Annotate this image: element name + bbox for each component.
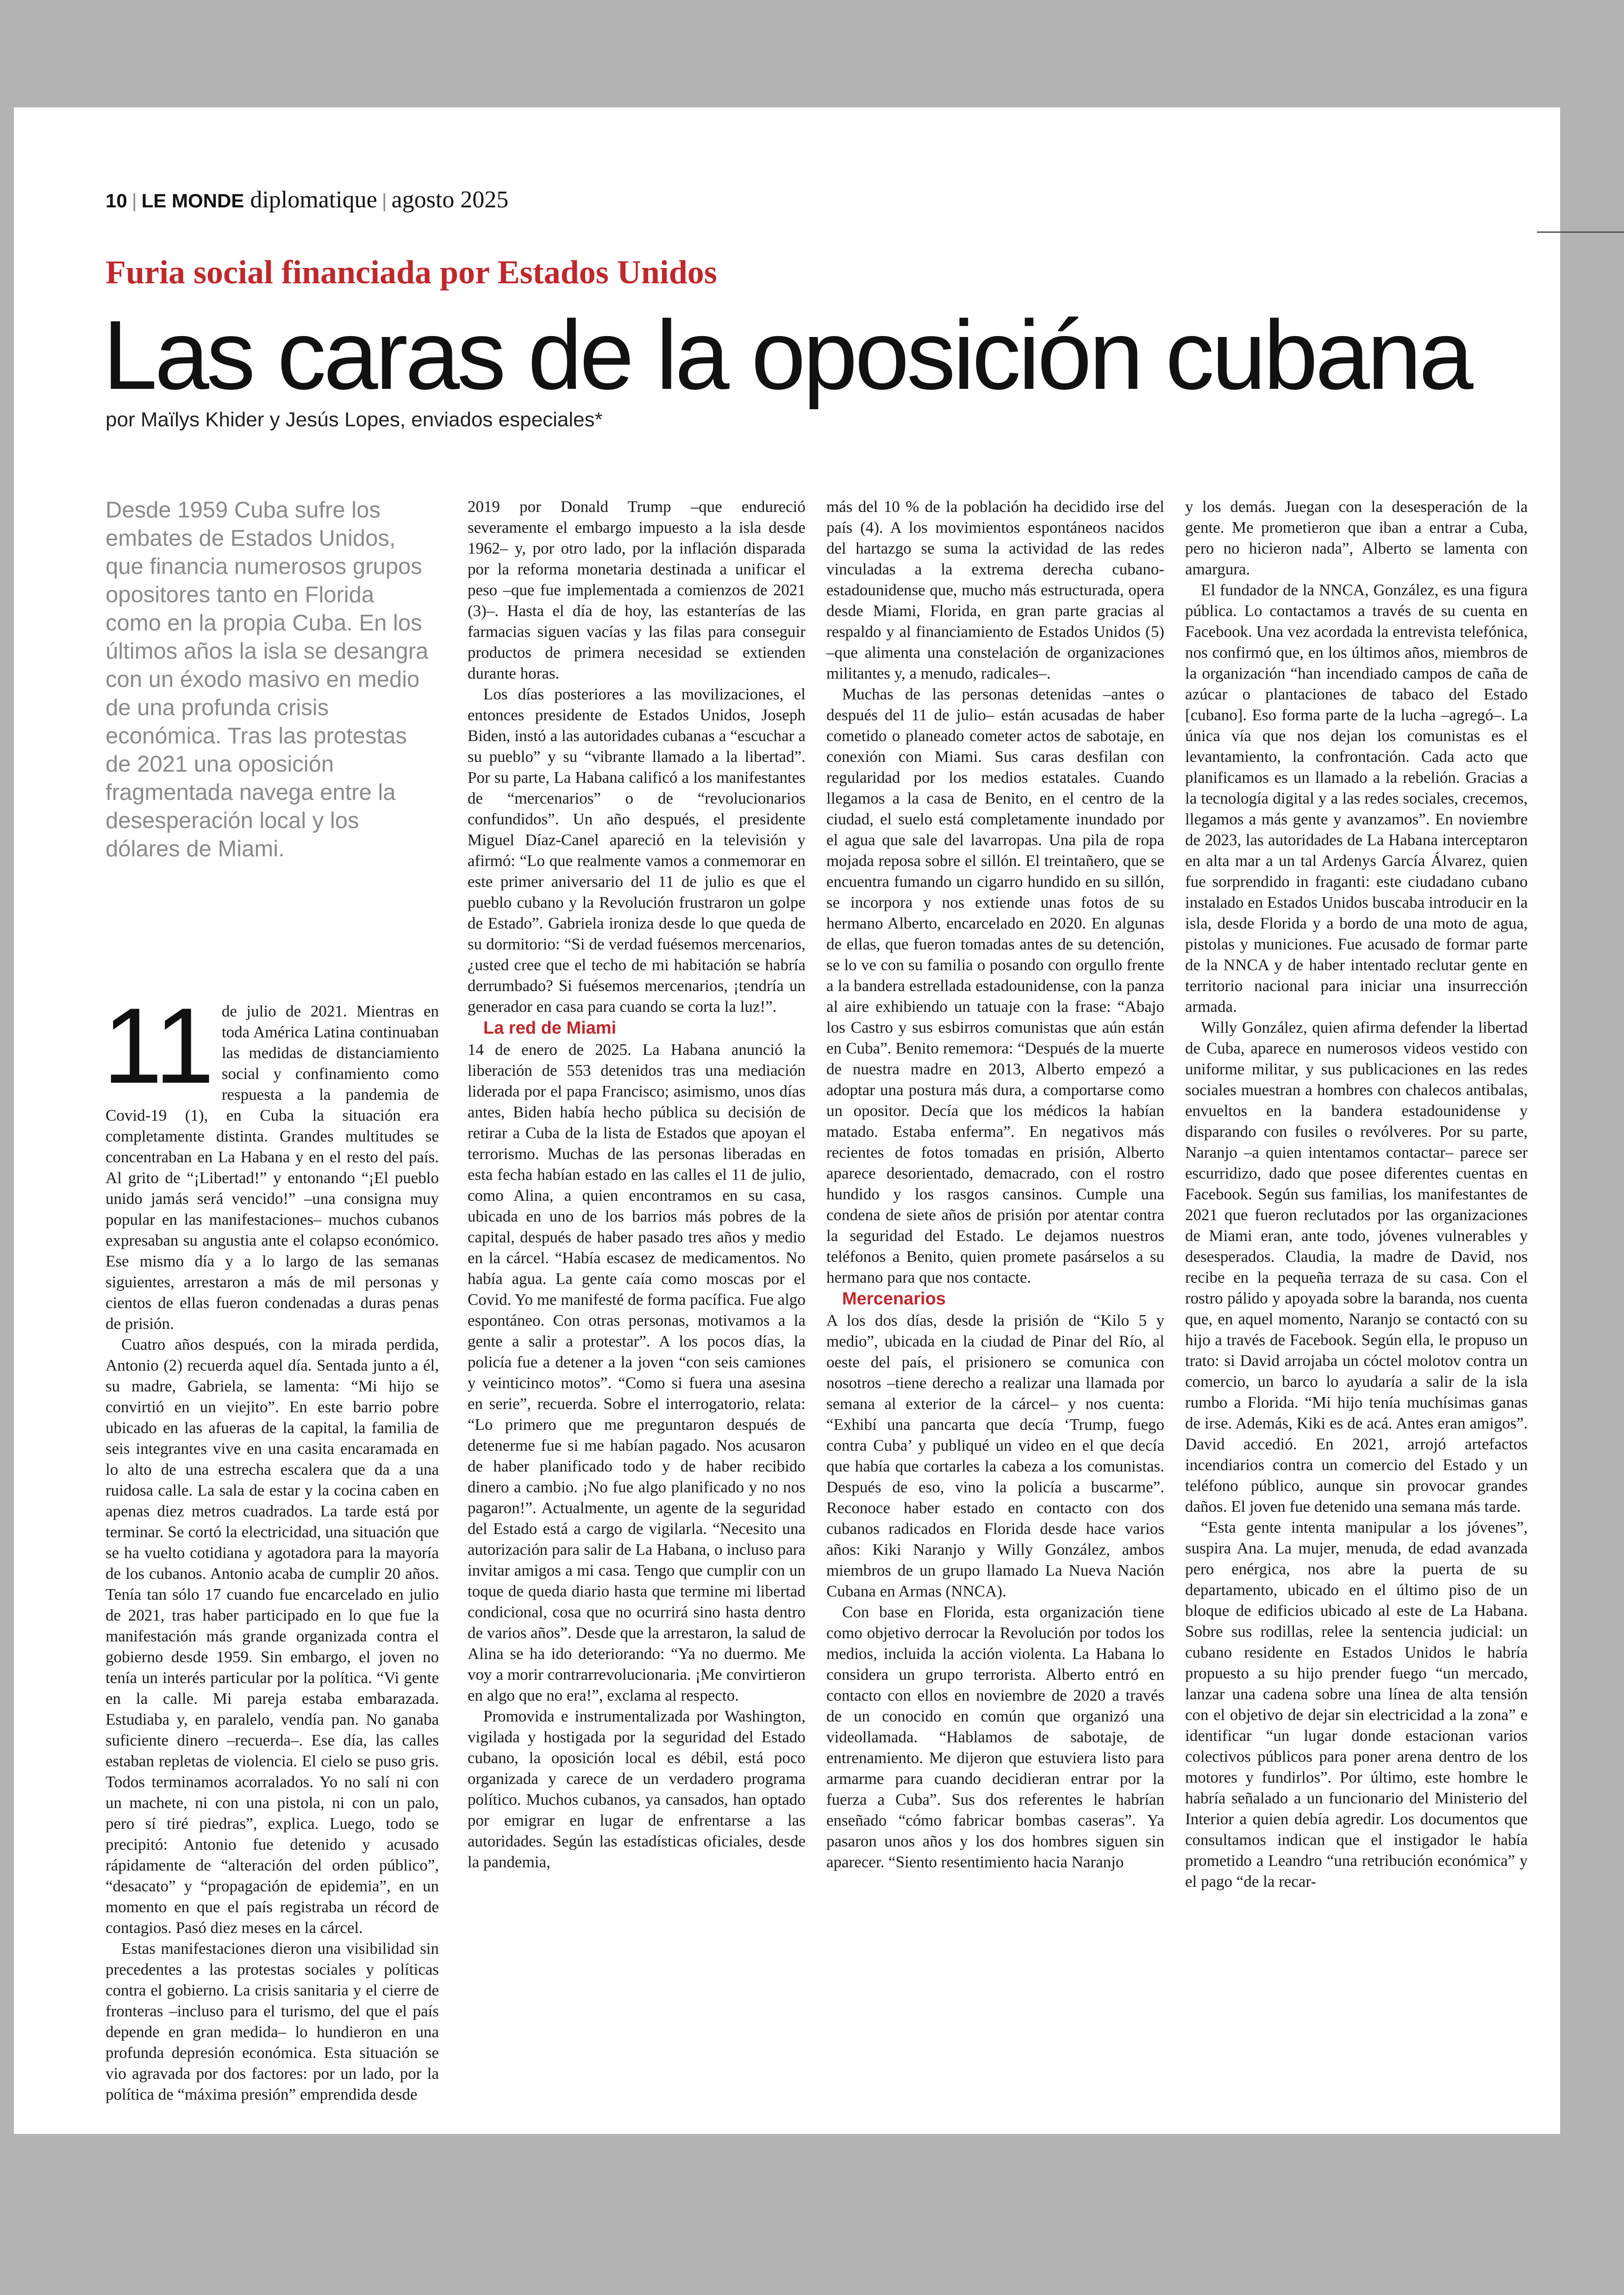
article-headline: Las caras de la oposición cubana — [103, 300, 1471, 410]
paragraph: 11 de julio de 2021. Mientras en toda América Latina continuaban las medidas de distanciamiento social y confinamiento como respuesta a la pandemia de Covid-19 (1), en Cuba la situación era completamente distinta. Grandes multitudes se concentraban en La Habana y en el resto del país. Al grito de “¡Libertad!” y entonando “¡El pueblo unido jamás será vencido!” –una consigna muy popular en las manifestaciones– muchos cubanos expresaban su angustia ante el colapso económico. Ese mismo día y a lo largo de las semanas siguientes, arrestaron a más de mil personas y cientos de ellas fueron condenadas a duras penas de prisión. — [103, 986, 439, 1333]
page-header — [106, 186, 508, 214]
paragraph: 2019 por Donald Trump –que endureció severamente el embargo impuesto a la isla desde 1962– y, por otro lado, por la inflación disparada por la reforma monetaria destinada a unificar el peso –que fue implementada a comienzos de 2021 (3)–. Hasta el día de hoy, las estanterías de las farmacias siguen vacías y las filas para conseguir productos de primera necesidad se extienden durante horas. — [468, 498, 806, 682]
paragraph: 14 de enero de 2025. La Habana anunció la liberación de 553 detenidos tras una mediación liderada por el papa Francisco; asimismo, unos días antes, Biden había hecho pública su decisión de retirar a Cuba de la lista de Estados que apoyan el terrorismo. Muchas de las personas liberadas en esta fecha habían estado en las calles el 11 de julio, como Alina, a quien encontramos en su casa, ubicada en uno de los barrios más pobres de la capital, después de haber pasado tres años y medio en la cárcel. “Había escasez de medicamentos. No había agua. La gente caía como moscas por el Covid. Yo me manifesté de forma pacífica. Fue algo espontáneo. Con otras personas, motivamos a la gente a salir a protestar”. A los pocos días, la policía fue a detener a la joven “con seis camiones y veinticinco motos”. “Como si fuera una asesina en serie”, recuerda. Sobre el interrogatorio, relata: “Lo primero que me preguntaron después de detenerme fue si me habían pagado. Nos acusaron de haber planificado todo y de haber recibido dinero a cambio. ¡No fue algo planificado y no nos pagaron!”. Actualmente, un agente de la seguridad del Estado está a cargo de vigilarla. “Necesito una autorización para salir de La Habana, o incluso para invitar amigos a mi casa. Tengo que cumplir con un toque de queda diario hasta que termine mi libertad condicional, cosa que no ocurrirá sino hasta dentro de varios años”. Desde que la arrestaron, la salud de Alina se ha ido deteriorando: “Ya no duermo. Me voy a morir contrarrevolucionaria. ¡Me convirtieron en algo que no era!”, exclama al respecto. — [468, 1041, 806, 1704]
issue-date: agosto 2025 — [391, 187, 509, 213]
paragraph: A los dos días, desde la prisión de “Kilo 5 y medio”, ubicada en la ciudad de Pinar del Río, al oeste del país, el prisionero se comunica con nosotros –tiene derecho a realizar una llamada por semana al exterior de la cárcel– y nos cuenta: “Exhibí una pancarta que decía ‘Trump, fuego contra Cuba’ y publiqué un video en el que decía que había que cortarles la cabeza a los comunistas. Después de eso, vino la policía a buscarme”. Reconoce haber estado en contacto con dos cubanos radicados en Florida desde hace varios años: Kiki Naranjo y Willy González, ambos miembros de un grupo llamado La Nueva Nación Cubana en Armas (NNCA). — [826, 1311, 1164, 1600]
page-number: 10 — [106, 190, 127, 212]
paragraph: Los días posteriores a las movilizaciones, el entonces presidente de Estados Unidos, Joseph Biden, instó a las autoridades cubanas a “escuchar a su pueblo” y su “vibrante llamado a la libertad”. Por su parte, La Habana calificó a los manifestantes de “mercenarios” o de “revolucionarios confundidos”. Un año después, el presidente Miguel Díaz-Canel apareció en la televisión y afirmó: “Lo que realmente vamos a conmemorar en este primer aniversario del 11 de julio es que el pueblo cubano y la Revolución frustraron un golpe de Estado”. Gabriela ironiza desde lo que queda de su dormitorio: “Si de verdad fuésemos mercenarios, ¿usted cree que el techo de mi habitación se habría derrumbado? Si fuésemos mercenarios, ¡tendría un generador en casa para cuando se corta la luz!”. — [468, 685, 806, 1016]
paragraph: Willy González, quien afirma defender la libertad de Cuba, aparece en numerosos videos vestido con uniforme militar, y sus publicaciones en las redes sociales muestran a hombres con chalecos antibalas, envueltos en la bandera estadounidense y disparando con fusiles o revólveres. Por su parte, Naranjo –a quien intentamos contactar– parece ser escurridizo, dado que posee diferentes cuentas en Facebook. Según sus familias, los manifestantes de 2021 que fueron reclutados por las organizaciones de Miami eran, ante todo, jóvenes vulnerables y desesperados. Claudia, la madre de David, nos recibe en la pequeña terraza de su casa. Con el rostro pálido y apoyada sobre la baranda, nos cuenta que, en aquel momento, Naranjo se contactó con su hijo a través de Facebook. Según ella, le propuso un trato: si David arrojaba un cóctel molotov contra un comercio, un barco lo ayudaría a salir de la isla rumbo a Florida. “Mi hijo tenía muchísimas ganas de irse. Además, Kiki es de acá. Antes eran amigos”. David accedió. En 2021, arrojó artefactos incendiarios contra un comercio del Estado y un teléfono público, aunque sin provocar grandes daños. El joven fue detenido una semana más tarde. — [1185, 1018, 1528, 1515]
text-column-1 — [103, 986, 439, 2103]
section-subhead: Mercenarios — [842, 1289, 946, 1309]
drop-cap: 11 — [103, 986, 214, 1106]
article-byline: por Maïlys Khider y Jesús Lopes, enviados especiales* — [106, 408, 603, 431]
text-column-3 — [826, 496, 1164, 2098]
paragraph: Muchas de las personas detenidas –antes o después del 11 de julio– están acusadas de haber cometido o planeado cometer actos de sabotaje, en conexión con Miami. Sus caras desfilan con regularidad por los medios estatales. Cuando llegamos a la casa de Benito, en el centro de la ciudad, el suelo está completamente inundado por el agua que sale del lavarropas. Una pila de ropa mojada reposa sobre el sillón. El treintañero, que se encuentra fumando un cigarro hundido en su sillón, se incorpora y nos extiende unas fotos de su hermano Alberto, encarcelado en 2020. En algunas de ellas, que fueron tomadas antes de su detención, se lo ve con su familia o posando con orgullo frente a la bandera estrellada estadounidense, con la panza al aire exhibiendo un tatuaje con la frase: “Abajo los Castro y sus esbirros comunistas que aún están en Cuba”. Benito rememora: “Después de la muerte de nuestra madre en 2013, Alberto empezó a adoptar una postura más dura, a comportarse como un opositor. Decía que los médicos la habían matado. Estaba enferma”. En negativos más recientes de fotos tomadas en prisión, Alberto aparece desorientado, demacrado, con el rostro hundido y los rasgos cansinos. Cumple una condena de siete años de prisión por atentar contra la seguridad del Estado. Le dejamos nuestros teléfonos a Benito, quien promete pasárselos a su hermano para que nos contacte. — [826, 685, 1164, 1286]
article-lede: Desde 1959 Cuba sufre los embates de Estados Unidos, que financia numerosos grupos opositores tanto en Florida como en la propia Cuba. En los últimos años la isla se desangra con un éxodo masivo en medio de una profunda crisis económica. Tras las protestas de 2021 una oposición fragmentada navega entre la desesperación local y los dólares de Miami. — [106, 498, 429, 861]
paragraph: Cuatro años después, con la mirada perdida, Antonio (2) recuerda aquel día. Sentada junto a él, su madre, Gabriela, se lamenta: “Mi hijo se convirtió en un viejito”. En este barrio pobre ubicado en las afueras de la capital, la familia de seis integrantes vive en una casita encaramada en lo alto de una estrecha escalera que da a una ruidosa calle. La sala de estar y la cocina caben en apenas diez metros cuadrados. La tarde está por terminar. Se cortó la electricidad, una situación que se ha vuelto cotidiana y agotadora para la mayoría de los cubanos. Antonio acaba de cumplir 20 años. Tenía tan sólo 17 cuando fue encarcelado en julio de 2021, tras haber participado en lo que fue la manifestación más grande organizada contra el gobierno desde 1959. Sin embargo, el joven no tenía un interés particular por la política. “Vi gente en la calle. Mi pareja estaba embarazada. Estudiaba y, en paralelo, vendía pan. No ganaba suficiente dinero –recuerda–. Ese día, las calles estaban repletas de violencia. El cielo se puso gris. Todos terminamos acorralados. Yo no salí ni con un machete, ni con una pistola, ni con un palo, pero sí tiré piedras”, explica. Luego, todo se precipitó: Antonio fue detenido y acusado rápidamente de “alteración del orden público”, “desacato” y “propagación de epidemia”, en un momento en que el país registraba un récord de contagios. Pasó diez meses en la cárcel. — [106, 1335, 439, 1937]
brand-name: LE MONDE — [141, 190, 244, 212]
article-kicker: Furia social financiada por Estados Unidos — [106, 254, 717, 291]
publication-name: diplomatique — [250, 187, 377, 213]
paragraph: “Esta gente intenta manipular a los jóvenes”, suspira Ana. La mujer, menuda, de edad avanzada pero enérgica, nos abre la puerta de su departamento, ubicado en el último piso de un bloque de edificios ubicado al este de La Habana. Sobre sus rodillas, relee la sentencia judicial: un cubano residente en Estados Unidos le habría propuesto a su hijo prender fuego “un mercado, lanzar una cadena sobre una línea de alta tensión con el objetivo de dejar sin electricidad a la zona” e identificar “un lugar donde estacionan varios colectivos públicos para poner arena dentro de los motores y fundirlos”. Por último, este hombre le habría señalado a un funcionario del Ministerio del Interior a quien debía agredir. Los documentos que consultamos indican que el instigador le había prometido a Leandro “una retribución económica” y el pago “de la recar- — [1185, 1518, 1528, 1890]
header-rule — [1537, 231, 1624, 233]
paragraph: El fundador de la NNCA, González, es una figura pública. Lo contactamos a través de su cuenta en Facebook. Una vez acordada la entrevista telefónica, nos confirmó que, en los últimos años, miembros de la organización “han incendiado campos de caña de azúcar o plantaciones de tabaco del Estado [cubano]. Eso forma parte de la lucha –agregó–. La única vía que nos dejan los comunistas es el levantamiento, la confrontación. Cada acto que planificamos es un llamado a la rebelión. Gracias a la tecnología digital y a las redes sociales, crecemos, llegamos a más gente y avanzamos”. En noviembre de 2023, las autoridades de La Habana interceptaron en alta mar a un tal Ardenys García Álvarez, quien fue sorprendido in fraganti: este ciudadano cubano instalado en Estados Unidos buscaba introducir en la isla, desde Florida y a bordo de una moto de agua, pistolas y municiones. Fue acusado de formar parte de la NNCA y de haber intentado reclutar gente en territorio nacional para iniciar una insurrección armada. — [1185, 581, 1528, 1016]
text-column-4 — [1185, 496, 1528, 2098]
newspaper-page — [14, 107, 1560, 2134]
paragraph: Con base en Florida, esta organización tiene como objetivo derrocar la Revolución por todos los medios, incluida la acción violenta. La Habana lo considera un grupo terrorista. Alberto entró en contacto con ellos en noviembre de 2020 a través de un conocido en común que organizó una videollamada. “Hablamos de sabotaje, de entrenamiento. Me dijeron que estuviera listo para armarme para cuando decidieran entrar por la fuerza a Cuba”. Sus dos referentes le habrían enseñado “cómo fabricar bombas caseras”. Ya pasaron unos años y los dos hombres siguen sin aparecer. “Siento resentimiento hacia Naranjo — [826, 1603, 1164, 1871]
paragraph: más del 10 % de la población ha decidido irse del país (4). A los movimientos espontáneos nacidos del hartazgo se suma la actividad de las redes vinculadas a la extrema derecha cubano-estadounidense que, mucho más estructurada, opera desde Miami, Florida, en gran parte gracias al respaldo y al financiamiento de Estados Unidos (5) –que alimenta una constelación de organizaciones militantes y, a menudo, radicales–. — [826, 498, 1164, 682]
paragraph: Estas manifestaciones dieron una visibilidad sin precedentes a las protestas sociales y políticas contra el gobierno. La crisis sanitaria y el cierre de fronteras –incluso para el turismo, del que el país depende en gran medida– lo hundieron en una profunda depresión económica. Esta situación se vio agravada por dos factores: por un lado, por la política de “máxima presión” emprendida desde — [106, 1940, 439, 2103]
text-column-2 — [468, 496, 806, 2098]
paragraph: Promovida e instrumentalizada por Washington, vigilada y hostigada por la seguridad del Estado cubano, la oposición local es débil, está poco organizada y carece de un verdadero programa político. Muchos cubanos, ya cansados, han optado por emigrar en lugar de enfrentarse a las autoridades. Según las estadísticas oficiales, desde la pandemia, — [468, 1707, 806, 1871]
header-separator-2: | — [381, 190, 387, 212]
header-separator: | — [131, 190, 137, 212]
section-subhead: La red de Miami — [483, 1018, 617, 1038]
paragraph: y los demás. Juegan con la desesperación de la gente. Me prometieron que iban a entrar a Cuba, pero no hicieron nada”, Alberto se lamenta con amargura. — [1185, 498, 1528, 578]
